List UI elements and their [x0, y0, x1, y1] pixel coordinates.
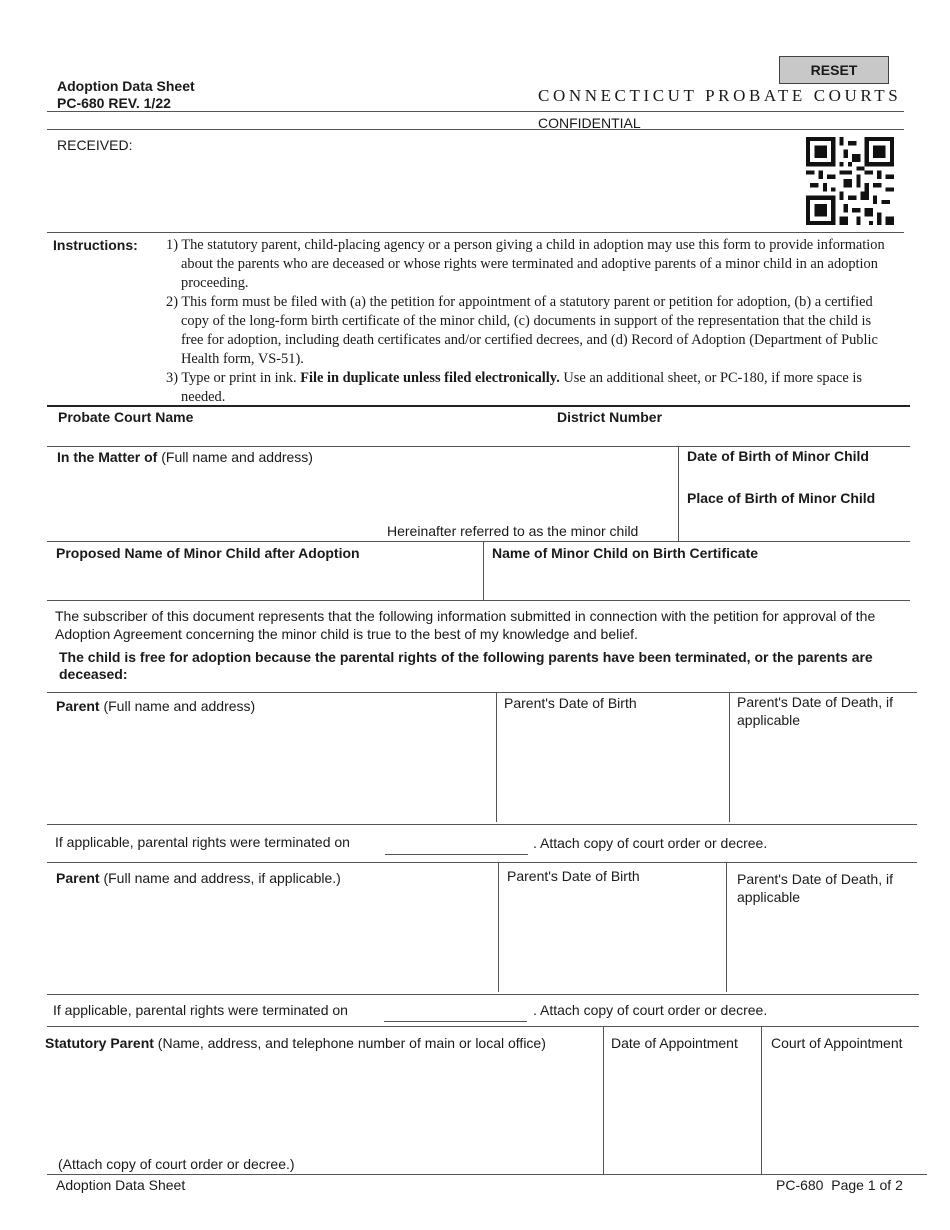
- parent1-terminated-date-field[interactable]: [385, 854, 528, 855]
- qr-code-icon: [806, 137, 894, 225]
- parent1-label: Parent (Full name and address): [56, 698, 256, 714]
- parent1-terminated-text: If applicable, parental rights were terminated on: [55, 834, 350, 850]
- received-rule: [47, 232, 904, 233]
- names-divider: [483, 541, 484, 600]
- parent2-bottom-rule: [47, 1026, 919, 1027]
- instructions-rule: [47, 405, 910, 407]
- parent2-attach-text: . Attach copy of court order or decree.: [533, 1002, 768, 1018]
- representation-text: The subscriber of this document represents that the following information submitted in connection with the petition for approval of the Adoption Agreement concerning the minor child is true to the best of my knowledge and belief.: [55, 608, 876, 642]
- parent1-dob-label: Parent's Date of Birth: [504, 695, 637, 711]
- parent2-terminated-date-field[interactable]: [384, 1021, 527, 1022]
- parent2-divider-1: [498, 862, 499, 992]
- reset-button[interactable]: RESET: [779, 56, 889, 84]
- form-title: Adoption Data Sheet: [57, 78, 195, 94]
- birth-cert-name-label: Name of Minor Child on Birth Certificate: [492, 545, 759, 561]
- hereinafter-note: Hereinafter referred to as the minor child: [387, 523, 639, 539]
- court-row-rule: [47, 446, 910, 447]
- statutory-attach-note: (Attach copy of court order or decree.): [58, 1156, 295, 1172]
- names-rule: [47, 600, 910, 601]
- parent1-rule: [47, 824, 917, 825]
- court-name: CONNECTICUT PROBATE COURTS: [538, 86, 902, 105]
- parent1-attach-text: . Attach copy of court order or decree.: [533, 835, 768, 851]
- confidential-label: CONFIDENTIAL: [538, 115, 641, 131]
- footer-rule: [47, 1174, 927, 1175]
- minor-pob-label: Place of Birth of Minor Child: [687, 490, 876, 506]
- footer-page-number: PC-680 Page 1 of 2: [776, 1177, 903, 1193]
- parent1-divider-1: [496, 692, 497, 822]
- parent2-terminated-text: If applicable, parental rights were terminated on: [53, 1002, 348, 1018]
- parent1-bottom-rule: [47, 862, 917, 863]
- parent2-rule: [47, 994, 919, 995]
- matter-rule: [47, 541, 910, 542]
- minor-dob-label: Date of Birth of Minor Child: [687, 448, 869, 464]
- instructions-label: Instructions:: [53, 237, 138, 253]
- header-rule: [47, 111, 904, 112]
- matter-label: In the Matter of (Full name and address): [57, 449, 313, 465]
- date-of-appointment-label: Date of Appointment: [611, 1035, 738, 1051]
- instruction-item-1: 1) The statutory parent, child-placing agency or a person giving a child in adoption may use this form to provide information about the parents who are deceased or whose rights were terminated and adoptive parents of a minor child in an adoption proceeding.: [166, 237, 885, 291]
- matter-divider: [678, 446, 679, 541]
- proposed-name-label: Proposed Name of Minor Child after Adoption: [56, 545, 360, 561]
- district-number-label: District Number: [557, 409, 663, 425]
- footer-form-name: Adoption Data Sheet: [56, 1177, 186, 1193]
- statutory-divider-1: [603, 1026, 604, 1174]
- court-of-appointment-label: Court of Appointment: [771, 1035, 903, 1051]
- statutory-parent-label: Statutory Parent (Name, address, and telephone number of main or local office): [45, 1035, 546, 1051]
- statutory-divider-2: [761, 1026, 762, 1174]
- parent1-dod-label: Parent's Date of Death, if applicable: [737, 694, 893, 728]
- parent2-dod-label: Parent's Date of Death, if applicable: [737, 871, 893, 905]
- instruction-item-3: 3) Type or print in ink. File in duplicate unless filed electronically. Use an additional sheet, or PC-180, if more space is needed.: [166, 370, 862, 405]
- parent2-dob-label: Parent's Date of Birth: [507, 868, 640, 884]
- probate-court-name-label: Probate Court Name: [58, 409, 194, 425]
- free-for-adoption-text: The child is free for adoption because the parental rights of the following parents have been terminated, or the parents are deceased:: [59, 649, 873, 682]
- received-label: RECEIVED:: [57, 137, 133, 153]
- form-number: PC-680 REV. 1/22: [57, 95, 171, 111]
- instructions-text: [166, 236, 886, 407]
- parent1-divider-2: [729, 692, 730, 822]
- parent2-divider-2: [726, 862, 727, 992]
- header-rule-2: [47, 129, 904, 130]
- instruction-item-2: 2) This form must be filed with (a) the petition for appointment of a statutory parent or petition for adoption, (b) a certified copy of the long-form birth certificate of the minor child, (c) documents in support of the representation that the child is free for adoption, including death certificates and/or certified decrees, and (d) Record of Adoption (Department of Public Health form, VS-51).: [166, 294, 878, 367]
- parent2-label: Parent (Full name and address, if applicable.): [56, 870, 341, 886]
